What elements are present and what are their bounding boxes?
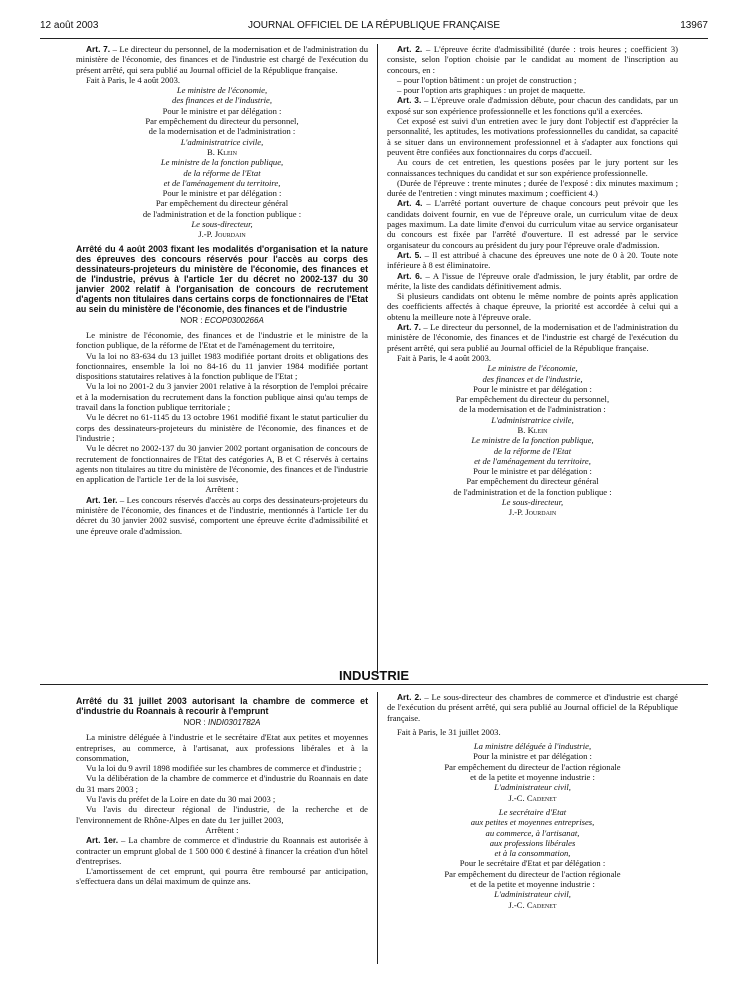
preamble-paragraph: Vu la loi du 9 avril 1898 modifiée sur les chambres de commerce et d'industrie ; [86, 763, 362, 774]
arrete-title: Arrêté du 4 août 2003 fixant les modalités d'organisation et la nature des épreuves des concours réservés pour l'accès au corps des dessinateurs-projeteurs du ministère de l'économie, des finances et de l'industrie, prévus à l'article 1er du décret no 2002-137 du 30 janvier 2002 relatif à l'organisation de concours de recrutement d'agents non titulaires dans certains corps de fonctionnaires de l'Etat au sein du ministère de l'économie, des finances et de l'industrie [76, 243, 368, 314]
article-6: Art. 6. – A l'issue de l'épreuve orale d'admission, le jury établit, par ordre de mérite, la liste des candidats définitivement admis. [387, 270, 678, 291]
arretent-label: Arrêtent : [205, 484, 239, 495]
signature-line: Pour le ministre et par délégation : [162, 105, 282, 116]
article-7: Art. 7. – Le directeur du personnel, de la modernisation et de l'administration du ministère de l'économie, des finances et de l'industrie est chargé de l'exécution du présent arrêté, qui sera publié au Journal officiel de la République française. [76, 44, 368, 75]
signature-line: des finances et de l'industrie, [482, 373, 583, 384]
signature-line: Par empêchement du directeur de l'action régionale [444, 868, 621, 879]
section-title: INDUSTRIE [338, 668, 410, 683]
signature-line: et de la petite et moyenne industrie : [470, 772, 595, 783]
signature-line: aux petites et moyennes entreprises, [470, 817, 595, 828]
left-column-top [76, 44, 368, 536]
preamble-paragraph: Vu le décret no 61-1145 du 13 octobre 1961 modifié fixant le statut particulier du corps des dessinateurs-projeteurs du ministère de l'économie, des finances et de l'industrie ; [76, 412, 368, 443]
preamble-paragraph: Le ministre de l'économie, des finances et de l'industrie et le ministre de la fonction publique, de la réforme de l'Etat et de l'aménagement du territoire, [76, 329, 368, 351]
article-3: Art. 3. – L'épreuve orale d'admission débute, pour chacun des candidats, par un exposé sur son expérience professionnelle et les fonctions qu'il a exercées. [387, 95, 678, 116]
signatory-name: J.-C. Cadenet [508, 792, 557, 803]
nor-reference: NOR : INDI0301782A [183, 718, 261, 727]
page-header [40, 20, 708, 34]
article-3-paragraph: Cet exposé est suivi d'un entretien avec le jury dont l'objectif est d'apprécier la personnalité, les aptitudes, les motivations professionnelles du candidat, sa capacité à se situer dans un environnement professionnel et à s'adapter aux fonctions qui peuvent être confiées aux fonctionnaires du corps d'accueil. [387, 116, 678, 157]
preamble-paragraph: La ministre déléguée à l'industrie et le secrétaire d'Etat aux petites et moyennes entreprises, au commerce, à l'artisanat, aux professions libérales et à la consommation, [76, 732, 368, 763]
signature-line: L'administrateur civil, [494, 889, 571, 900]
left-column-bottom [76, 692, 368, 887]
signature-line: Pour le ministre et par délégation : [473, 466, 592, 477]
signature-line: Le sous-directeur, [191, 219, 253, 230]
fait-a-paris: Fait à Paris, le 31 juillet 2003. [397, 726, 501, 737]
signature-line: de l'administration et de la fonction publique : [453, 486, 612, 497]
article-2-option: – pour l'option arts graphiques : un projet de maquette. [397, 85, 586, 96]
right-column-top [387, 44, 678, 518]
signature-line: Pour la ministre et par délégation : [473, 751, 592, 762]
signature-line: Le ministre de la fonction publique, [471, 435, 594, 446]
preamble-paragraph: Vu la loi no 83-634 du 13 juillet 1983 modifiée portant droits et obligations des fonctionnaires, ensemble la loi no 84-16 du 11 janvier 1984 modifiée portant dispositions statutaires relatives à la fonction publique de l'Etat ; [76, 350, 368, 382]
article-2: Art. 2. – Le sous-directeur des chambres de commerce et d'industrie est chargé de l'exécution du présent arrêté, qui sera publié au Journal officiel de la République française. [387, 692, 678, 723]
preamble-paragraph: Vu la délibération de la chambre de commerce et d'industrie du Roannais en date du 31 mars 2003 ; [76, 773, 368, 794]
signature-line: de la modernisation et de l'administration : [148, 126, 296, 137]
article-4: Art. 4. – L'arrêté portant ouverture de chaque concours peut prévoir que les candidats doivent fournir, en vue de l'épreuve orale, un curriculum vitae de deux pages maximum. La date limite d'envoi du curriculum vitae au service organisateur du concours est fixée par l'arrêté d'ouverture. Il est adressé par le service organisateur du concours au président du jury pour l'épreuve orale d'admission. [387, 198, 678, 250]
signature-line: au commerce, à l'artisanat, [485, 827, 580, 838]
signature-line: de l'administration et de la fonction publique : [142, 208, 302, 219]
preamble-paragraph: Vu l'avis du directeur régional de l'industrie, de la recherche et de l'environnement de Rhône-Alpes en date du 1er juillet 2003, [76, 804, 368, 825]
signature-line: de la réforme de l'Etat [493, 445, 572, 456]
arrete-title: Arrêté du 31 juillet 2003 autorisant la chambre de commerce et d'industrie du Roannais à recourir à l'emprunt [76, 696, 368, 716]
signature-line: Par empêchement du directeur de l'action régionale [444, 761, 621, 772]
signatory-name: J.-P. Jourdain [198, 229, 246, 240]
fait-a-paris: Fait à Paris, le 4 août 2003. [397, 352, 492, 363]
signature-line: Le secrétaire d'Etat [498, 806, 567, 817]
header-journal-title: JOURNAL OFFICIEL DE LA RÉPUBLIQUE FRANÇAISE [247, 20, 501, 31]
signature-line: Par empêchement du directeur du personnel, [455, 394, 610, 405]
article-1: Art. 1er. – Les concours réservés d'accès au corps des dessinateurs-projeteurs du ministère de l'économie, des finances et de l'industrie, mentionnés à l'article 1er du décret du 30 janvier 2002 susvisé, comportent une épreuve écrite d'admissibilité et une épreuve orale d'admission. [76, 494, 368, 536]
signature-line: Le sous-directeur, [501, 497, 564, 508]
signature-line: de la réforme de l'Etat [183, 167, 261, 178]
right-column-bottom [387, 692, 678, 910]
signature-line: et de la petite et moyenne industrie : [470, 879, 595, 890]
article-7: Art. 7. – Le directeur du personnel, de la modernisation et de l'administration du ministère de l'économie, des finances et de l'industrie est chargé de l'exécution du présent arrêté, qui sera publié au Journal officiel de la République française. [387, 322, 678, 353]
signature-line: Pour le ministre et par délégation : [162, 188, 282, 199]
preamble-paragraph: Vu la loi no 2001-2 du 3 janvier 2001 relative à la résorption de l'emploi précaire et à la modernisation du recrutement dans la fonction publique ainsi qu'au temps de travail dans la fonction publique territoriale ; [76, 381, 368, 413]
arretent-label: Arrêtent : [205, 824, 239, 835]
article-2: Art. 2. – L'épreuve écrite d'admissibilité (durée : trois heures ; coefficient 3) consiste, selon l'option choisie par le candidat au moment de l'inscription au concours, en : [387, 44, 678, 75]
signature-line: L'administratrice civile, [491, 414, 574, 425]
signature-line: et de l'aménagement du territoire, [474, 455, 591, 466]
signatory-name: B. Klein [207, 146, 237, 157]
signature-line: L'administratrice civile, [180, 136, 264, 147]
signature-line: et de l'aménagement du territoire, [163, 177, 281, 188]
article-2-option: – pour l'option bâtiment : un projet de construction ; [397, 74, 577, 85]
signature-line: aux professions libérales [489, 837, 576, 848]
column-separator-top [377, 44, 378, 674]
signature-line: Par empêchement du directeur général [155, 198, 289, 209]
signatory-name: J.-P. Jourdain [508, 507, 557, 518]
signature-line: Le ministre de la fonction publique, [160, 157, 284, 168]
signatory-name: B. Klein [517, 424, 548, 435]
article-5: Art. 5. – Il est attribué à chacune des épreuves une note de 0 à 20. Toute note inférieure à 8 est éliminatoire. [387, 249, 678, 271]
article-1: Art. 1er. – La chambre de commerce et d'industrie du Roannais est autorisée à contracter un emprunt global de 1 500 000 € destiné à financer la création d'un hôtel d'entreprises. [76, 835, 368, 866]
column-separator-bottom [377, 692, 378, 964]
signature-line: Pour le ministre et par délégation : [473, 383, 592, 394]
signature-line: Par empêchement du directeur général [466, 476, 599, 487]
article-3-paragraph: (Durée de l'épreuve : trente minutes ; durée de l'exposé : dix minutes maximum ; durée de l'entretien : vingt minutes maximum ; coefficient 4.) [387, 177, 678, 199]
header-rule [40, 38, 708, 39]
preamble-paragraph: Vu l'avis du préfet de la Loire en date du 30 mai 2003 ; [86, 794, 276, 805]
signature-line: L'administrateur civil, [494, 782, 571, 793]
header-date: 12 août 2003 [40, 20, 99, 31]
article-3-paragraph: Au cours de cet entretien, les questions posées par le jury portent sur les connaissances techniques du candidat et sur son expérience professionnelle. [387, 157, 678, 178]
article-6-paragraph: Si plusieurs candidats ont obtenu le même nombre de points après application des coefficients affectés à chaque épreuve, la priorité est accordée à celui qui a obtenu la meilleure note à l'épreuve orale. [387, 291, 678, 322]
header-page-number: 13967 [680, 20, 708, 31]
signature-line: Le ministre de l'économie, [487, 363, 578, 374]
signature-line: Pour le secrétaire d'Etat et par délégation : [459, 858, 606, 869]
article-1-paragraph: L'amortissement de cet emprunt, qui pourra être remboursé par anticipation, s'effectuera dans un délai maximum de quinze ans. [76, 866, 368, 887]
section-rule [40, 684, 708, 685]
signature-line: de la modernisation et de l'administration : [459, 404, 606, 415]
preamble-paragraph: Vu le décret no 2002-137 du 30 janvier 2002 portant organisation de concours de recrutement de fonctionnaires de l'Etat des catégories A, B et C réservés à certains agents non titulaires au titre du ministère de l'économie, des finances et de l'industrie en application de l'article 1er de la loi susvisée, [76, 443, 368, 485]
signature-line: et à la consommation, [494, 848, 571, 859]
fait-a-paris: Fait à Paris, le 4 août 2003. [86, 74, 181, 85]
nor-reference: NOR : ECOP0300266A [180, 315, 264, 325]
signature-line: La ministre déléguée à l'industrie, [473, 741, 592, 752]
signature-line: Le ministre de l'économie, [176, 85, 268, 96]
signature-line: des finances et de l'industrie, [172, 95, 272, 106]
signature-line: Par empêchement du directeur du personnel, [145, 116, 299, 127]
signatory-name: J.-C. Cadenet [508, 899, 557, 910]
